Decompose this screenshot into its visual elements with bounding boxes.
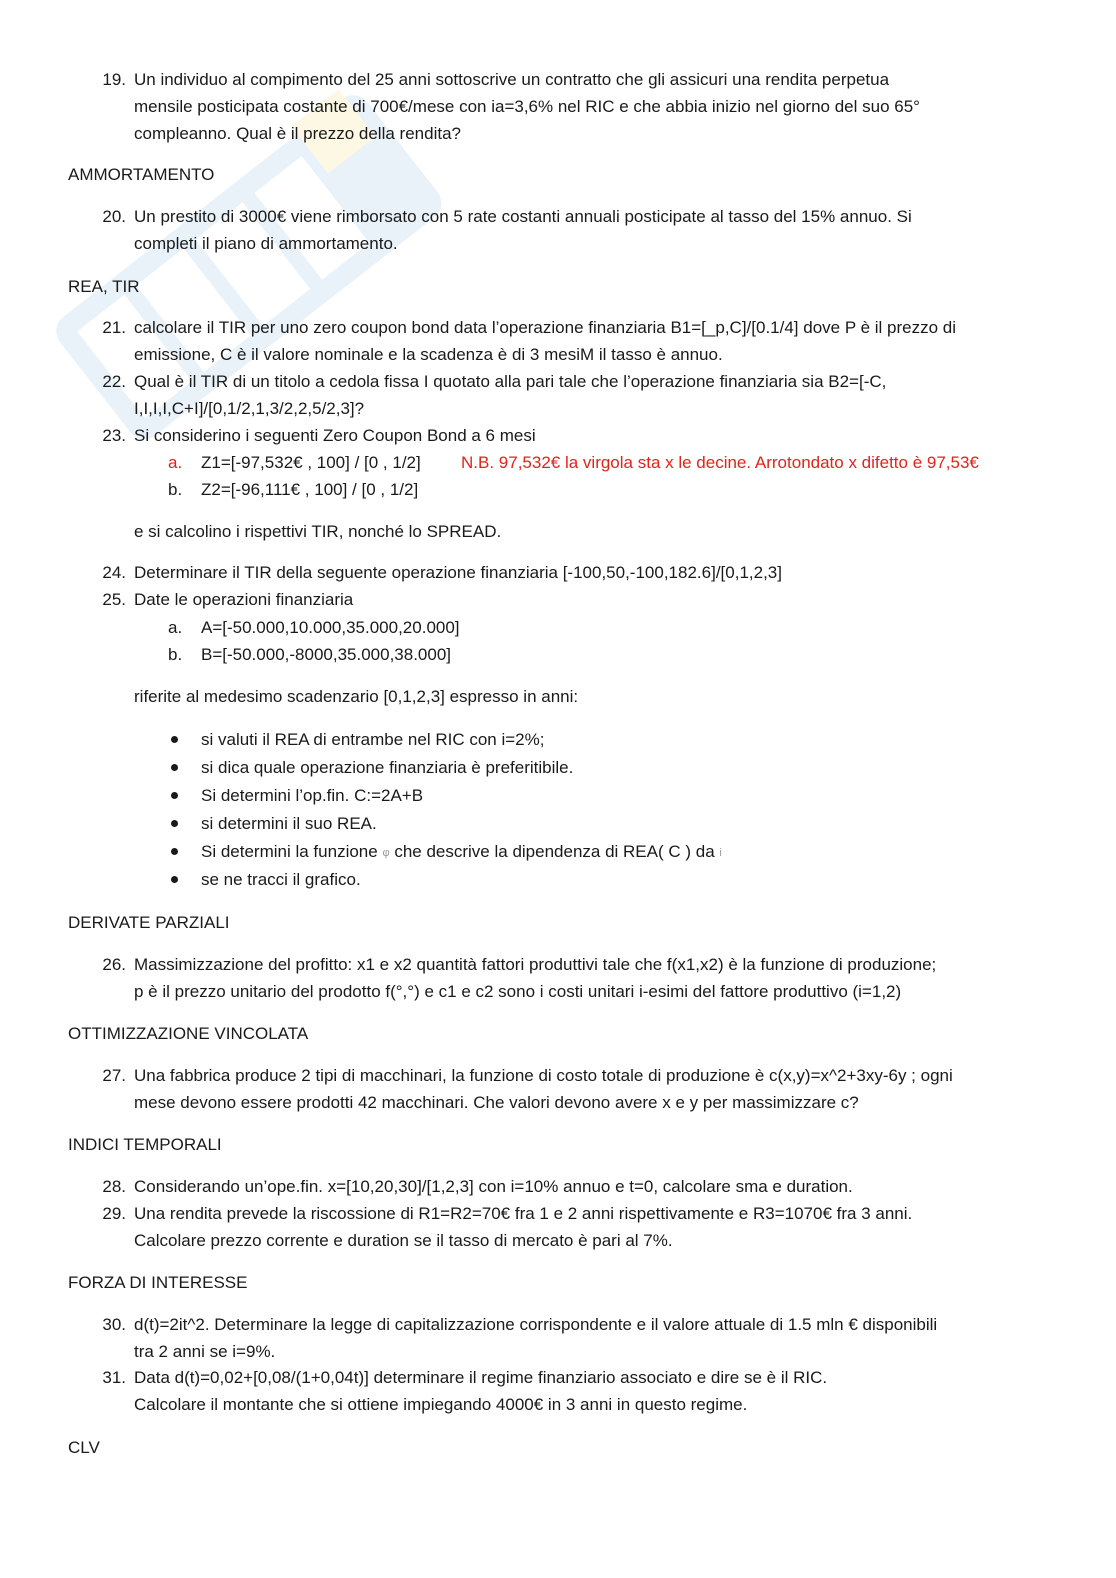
section-heading-rea-tir: REA, TIR xyxy=(68,277,140,296)
question-text-line: Si considerino i seguenti Zero Coupon Bond a 6 mesi xyxy=(134,426,536,445)
question-number: 26. xyxy=(102,955,126,974)
question-text-line: Date le operazioni finanziaria xyxy=(134,590,354,609)
question-text-line: I,I,I,I,C+I]/[0,1/2,1,3/2,2,5/2,3]? xyxy=(134,399,365,418)
question-number: 27. xyxy=(102,1066,126,1085)
bullet-item: si valuti il REA di entrambe nel RIC con i=2%; xyxy=(201,730,545,749)
question-number: 25. xyxy=(102,590,126,609)
question-number: 30. xyxy=(102,1315,126,1334)
question-followup-text: riferite al medesimo scadenzario [0,1,2,3] espresso in anni: xyxy=(134,687,579,706)
bullet-dot xyxy=(171,876,178,883)
sub-item-letter-a: a. xyxy=(168,618,183,637)
sub-item-letter-b: b. xyxy=(168,480,183,499)
question-number: 28. xyxy=(102,1177,126,1196)
sub-item-text-a: A=[-50.000,10.000,35.000,20.000] xyxy=(201,618,460,637)
question-text-line: calcolare il TIR per uno zero coupon bond data l’operazione finanziaria B1=[_p,C]/[0.1/4] dove P è il prezzo di xyxy=(134,318,957,337)
question-number: 21. xyxy=(102,318,126,337)
sub-item-text-b: B=[-50.000,-8000,35.000,38.000] xyxy=(201,645,452,664)
question-text-line: p è il prezzo unitario del prodotto f(°,°) e c1 e c2 sono i costi unitari i-esimi del fattore produttivo (i=1,2) xyxy=(134,982,902,1001)
question-text-line: tra 2 anni se i=9%. xyxy=(134,1342,276,1361)
i-symbol-placeholder: i xyxy=(719,846,722,859)
question-text-line: Un prestito di 3000€ viene rimborsato con 5 rate costanti annuali posticipate al tasso del 15% annuo. Si xyxy=(134,207,912,226)
bullet-dot xyxy=(171,848,178,855)
bullet-dot xyxy=(171,736,178,743)
question-number: 29. xyxy=(102,1204,126,1223)
question-text-line: emissione, C è il valore nominale e la scadenza è di 3 mesiM il tasso è annuo. xyxy=(134,345,723,364)
question-text-line: Qual è il TIR di un titolo a cedola fissa I quotato alla pari tale che l’operazione finanziaria sia B2=[-C, xyxy=(134,372,887,391)
question-text-line: Calcolare il montante che si ottiene impiegando 4000€ in 3 anni in questo regime. xyxy=(134,1395,748,1414)
phi-symbol-placeholder: φ xyxy=(382,846,390,859)
question-text-line: compleanno. Qual è il prezzo della rendita? xyxy=(134,124,461,143)
section-heading-ottimizzazione-vincolata: OTTIMIZZAZIONE VINCOLATA xyxy=(68,1024,309,1043)
question-text-line: Un individuo al compimento del 25 anni sottoscrive un contratto che gli assicuri una rendita perpetua xyxy=(134,70,890,89)
question-text-line: Massimizzazione del profitto: x1 e x2 quantità fattori produttivi tale che f(x1,x2) è la funzione di produzione; xyxy=(134,955,937,974)
question-number: 19. xyxy=(102,70,126,89)
section-heading-derivate-parziali: DERIVATE PARZIALI xyxy=(68,913,230,932)
sub-item-letter-a: a. xyxy=(168,453,183,472)
question-number: 22. xyxy=(102,372,126,391)
bullet-dot xyxy=(171,792,178,799)
question-text-line: Una fabbrica produce 2 tipi di macchinari, la funzione di costo totale di produzione è c(x,y)=x^2+3xy-6y ; ogni xyxy=(134,1066,953,1085)
sub-item-letter-b: b. xyxy=(168,645,183,664)
question-text-line: Determinare il TIR della seguente operazione finanziaria [-100,50,-100,182.6]/[0,1,2,3] xyxy=(134,563,782,582)
section-heading-indici-temporali: INDICI TEMPORALI xyxy=(68,1135,222,1154)
bullet-item-start: Si determini la funzione xyxy=(201,842,378,861)
question-number: 23. xyxy=(102,426,126,445)
bullet-item-middle: che descrive la dipendenza di REA( C ) da xyxy=(394,842,715,861)
section-heading-forza-di-interesse: FORZA DI INTERESSE xyxy=(68,1273,248,1292)
question-text-line: d(t)=2it^2. Determinare la legge di capitalizzazione corrispondente e il valore attuale di 1.5 mln € disponibili xyxy=(134,1315,938,1334)
question-text-line: Una rendita prevede la riscossione di R1=R2=70€ fra 1 e 2 anni rispettivamente e R3=1070€ fra 3 anni. xyxy=(134,1204,913,1223)
bullet-dot xyxy=(171,820,178,827)
question-text-line: Data d(t)=0,02+[0,08/(1+0,04t)] determinare il regime finanziario associato e dire se è il RIC. xyxy=(134,1368,828,1387)
section-heading-ammortamento: AMMORTAMENTO xyxy=(68,165,215,184)
red-note: N.B. 97,532€ la virgola sta x le decine. Arrotondato x difetto è 97,53€ xyxy=(461,453,979,472)
bullet-item: si determini il suo REA. xyxy=(201,814,377,833)
bullet-item: se ne tracci il grafico. xyxy=(201,870,361,889)
bullet-item xyxy=(201,841,722,864)
question-number: 31. xyxy=(102,1368,126,1387)
bullet-item: si dica quale operazione finanziaria è preferitibile. xyxy=(201,758,574,777)
section-heading-clv: CLV xyxy=(68,1438,100,1457)
question-text-line: mensile posticipata costante di 700€/mese con ia=3,6% nel RIC e che abbia inizio nel giorno del suo 65° xyxy=(134,97,920,116)
question-text-line: mese devono essere prodotti 42 macchinari. Che valori devono avere x e y per massimizzare c? xyxy=(134,1093,859,1112)
bullet-item: Si determini l’op.fin. C:=2A+B xyxy=(201,786,424,805)
sub-item-text-a: Z1=[-97,532€ , 100] / [0 , 1/2] xyxy=(201,453,421,472)
question-text-line: Considerando un’ope.fin. x=[10,20,30]/[1,2,3] con i=10% annuo e t=0, calcolare sma e duration. xyxy=(134,1177,853,1196)
question-number: 24. xyxy=(102,563,126,582)
bullet-dot xyxy=(171,764,178,771)
question-text-line: Calcolare prezzo corrente e duration se il tasso di mercato è pari al 7%. xyxy=(134,1231,673,1250)
question-number: 20. xyxy=(102,207,126,226)
sub-item-text-b: Z2=[-96,111€ , 100] / [0 , 1/2] xyxy=(201,480,419,499)
question-followup-text: e si calcolino i rispettivi TIR, nonché lo SPREAD. xyxy=(134,522,502,541)
question-text-line: completi il piano di ammortamento. xyxy=(134,234,398,253)
